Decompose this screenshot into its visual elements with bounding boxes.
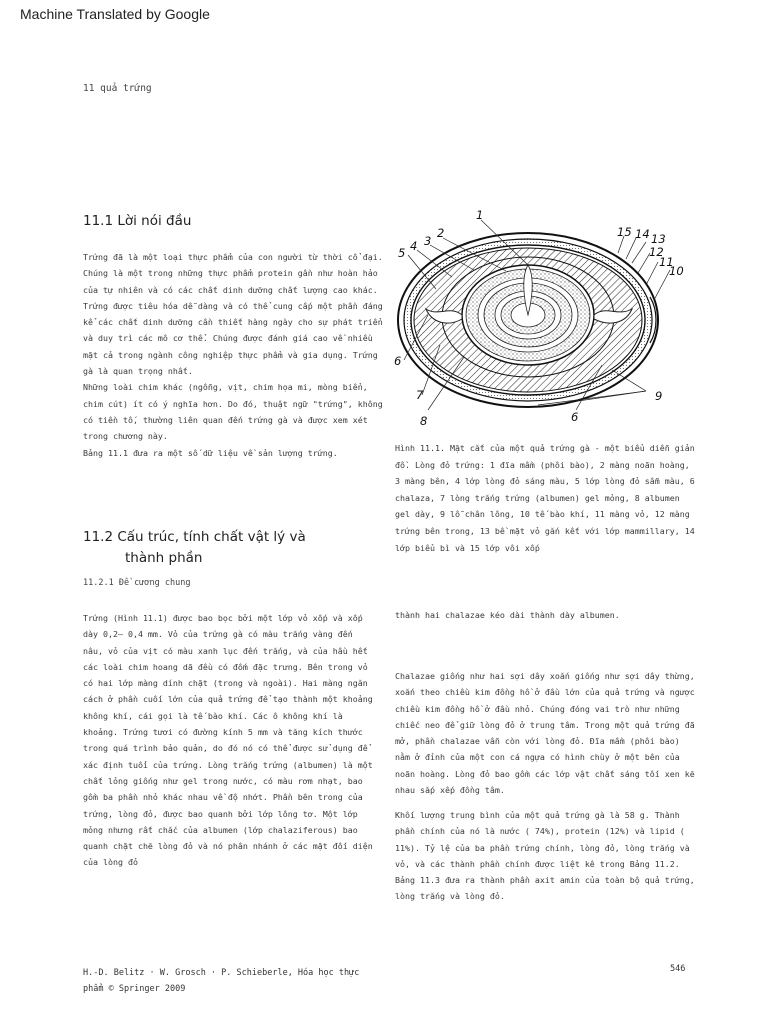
figure-label: 7 (416, 388, 424, 402)
figure-label: 6 (394, 354, 402, 368)
section-title-structure (83, 527, 373, 569)
preface-paragraph: Trứng đã là một loại thực phẩm của con người từ thời cổ đại. Chúng là một trong những thực phẩm protein gần như hoàn hảo của tự nhiên và có các chất dinh dưỡng chất lượng cao khác. Trứng được tiêu hóa dễ dàng và có thể cung cấp một phần đáng kể các chất dinh dưỡng cần thiết hàng ngày cho sự phát triển và duy trì các mô cơ thể. Chúng được đánh giá cao về nhiều mặt cả trong ngành công nghiệp thực phẩm và gia dụng. Trứng gà là quan trọng nhất. (83, 252, 383, 377)
body-paragraph: Bảng 11.3 đưa ra thành phần axit amin của toàn bộ quả trứng, lòng trắng và lòng đỏ. (395, 875, 695, 902)
figure-label: 8 (420, 414, 428, 428)
figure-label: 3 (424, 234, 432, 248)
subsection-title: 11.2.1 Đề cương chung (83, 578, 191, 588)
figure-label: 9 (655, 389, 663, 403)
preface-paragraph: Những loài chim khác (ngỗng, vịt, chim họa mi, mòng biển, chim cút) ít có ý nghĩa hơn. Do đó, thuật ngữ "trứng", không có tiền tố, thường liên quan đến trứng gà và được xem xét trong chương này. (83, 382, 383, 442)
figure-label: 5 (398, 246, 406, 260)
citation-line: H.-D. Belitz · W. Grosch · P. Schieberle, Hóa học thực (83, 968, 360, 978)
body-text-right-column: Chalazae giống như hai sợi dây xoắn giống như sợi dây thừng, xoắn theo chiều kim đồng hồ ở đầu lớn của quả trứng và ngược chiều kim đồng hồ ở đầu nhỏ. Chúng đóng vai trò như những chiếc neo để giữ lòng đỏ ở trung tâm. Trong một quả trứng đã mở, phần chalazae vẫn còn với lòng đỏ. Đĩa mầm (phôi bào) nằm ở đỉnh của một con cá ngựa có hình chùy ở một bên của noãn hoàng. Lòng đỏ bao gồm các lớp vật chất sáng tối xen kẽ nhau sắp xếp đồng tâm. (395, 671, 695, 796)
page-number: 546 (670, 964, 686, 974)
preface-paragraph: Bảng 11.1 đưa ra một số dữ liệu về sản lượng trứng. (83, 447, 338, 458)
figure-label: 11 (659, 255, 674, 269)
figure-label: 14 (635, 227, 650, 241)
figure-label: 12 (649, 245, 664, 259)
preface-text (83, 249, 383, 461)
egg-cross-section-figure (388, 205, 688, 430)
section-title-preface: 11.1 Lời nói đầu (83, 213, 192, 229)
body-text-right-column: thành hai chalazae kéo dài thành dày albumen. (395, 610, 620, 620)
citation-footer (83, 965, 359, 997)
machine-translation-banner: Machine Translated by Google (20, 6, 210, 22)
figure-caption: Hình 11.1. Mặt cắt của một quả trứng gà - một biểu diễn giản đồ. Lòng đỏ trứng: 1 đĩa mầm (phôi bào), 2 màng noãn hoàng, 3 màng bên, 4 lớp lòng đỏ sáng màu, 5 lớp lòng đỏ sẫm màu, 6 chalaza, 7 lòng trắng trứng (albumen) gel mỏng, 8 albumen gel dày, 9 lỗ chân lông, 10 tế bào khí, 11 màng vỏ, 12 màng trứng bên trong, 13 bề mặt vỏ gắn kết với lớp mammillary, 14 lớp biểu bì và 15 lớp vôi xốp (395, 443, 695, 553)
figure-label: 2 (437, 226, 445, 240)
body-text-left-column: Trứng (Hình 11.1) được bao bọc bởi một lớp vỏ xốp và xốp dày 0,2– 0,4 mm. Vỏ của trứng gà có màu trắng vàng đến nâu, vỏ của vịt có màu xanh lục đến trắng, và của hầu hết các loài chim hoang dã đều có đốm đặc trưng. Bên trong vỏ có hai lớp màng dính chặt (trong và ngoài). Hai màng ngăn cách ở phần cuối lớn của quả trứng để tạo thành một khoảng không khí, cái gọi là tế bào khí. Các ô không khí là khoảng. Trứng tươi có đường kính 5 mm và tăng kích thước trong quá trình bảo quản, do đó nó có thể được sử dụng để xác định tuổi của trứng. Lòng trắng trứng (albumen) là một chất lỏng giống như gel trong nước, có màu rơm nhạt, bao gồm ba phần nhỏ khác nhau về độ nhớt. Phần bên trong của trứng, lòng đỏ, được bao quanh bởi lớp lông tơ. Một lớp mỏng nhưng rất chắc của albumen (lớp chalaziferous) bao quanh chặt chẽ lòng đỏ và nó phân nhánh ở các mặt đối diện của lòng đỏ (83, 613, 373, 868)
section-title-line: 11.2 Cấu trúc, tính chất vật lý và (83, 529, 306, 545)
figure-label: 1 (476, 208, 484, 222)
chapter-header: 11 quả trứng (83, 83, 152, 94)
citation-line: phẩm © Springer 2009 (83, 984, 186, 994)
figure-label: 6 (571, 410, 579, 424)
figure-label: 10 (669, 264, 684, 278)
body-paragraph: Khối lượng trung bình của một quả trứng gà là 58 g. Thành phần chính của nó là nước ( 74%), protein (12%) và lipid ( 11%). Tỷ lệ của ba phần trứng chính, lòng đỏ, lòng trắng và vỏ, và các thành phần chính được liệt kê trong Bảng 11.2. (395, 810, 690, 869)
section-title-line: thành phần (125, 550, 203, 566)
figure-label: 4 (410, 239, 418, 253)
body-text-right-column (395, 807, 695, 905)
figure-label: 15 (617, 225, 632, 239)
figure-label: 13 (651, 232, 666, 246)
